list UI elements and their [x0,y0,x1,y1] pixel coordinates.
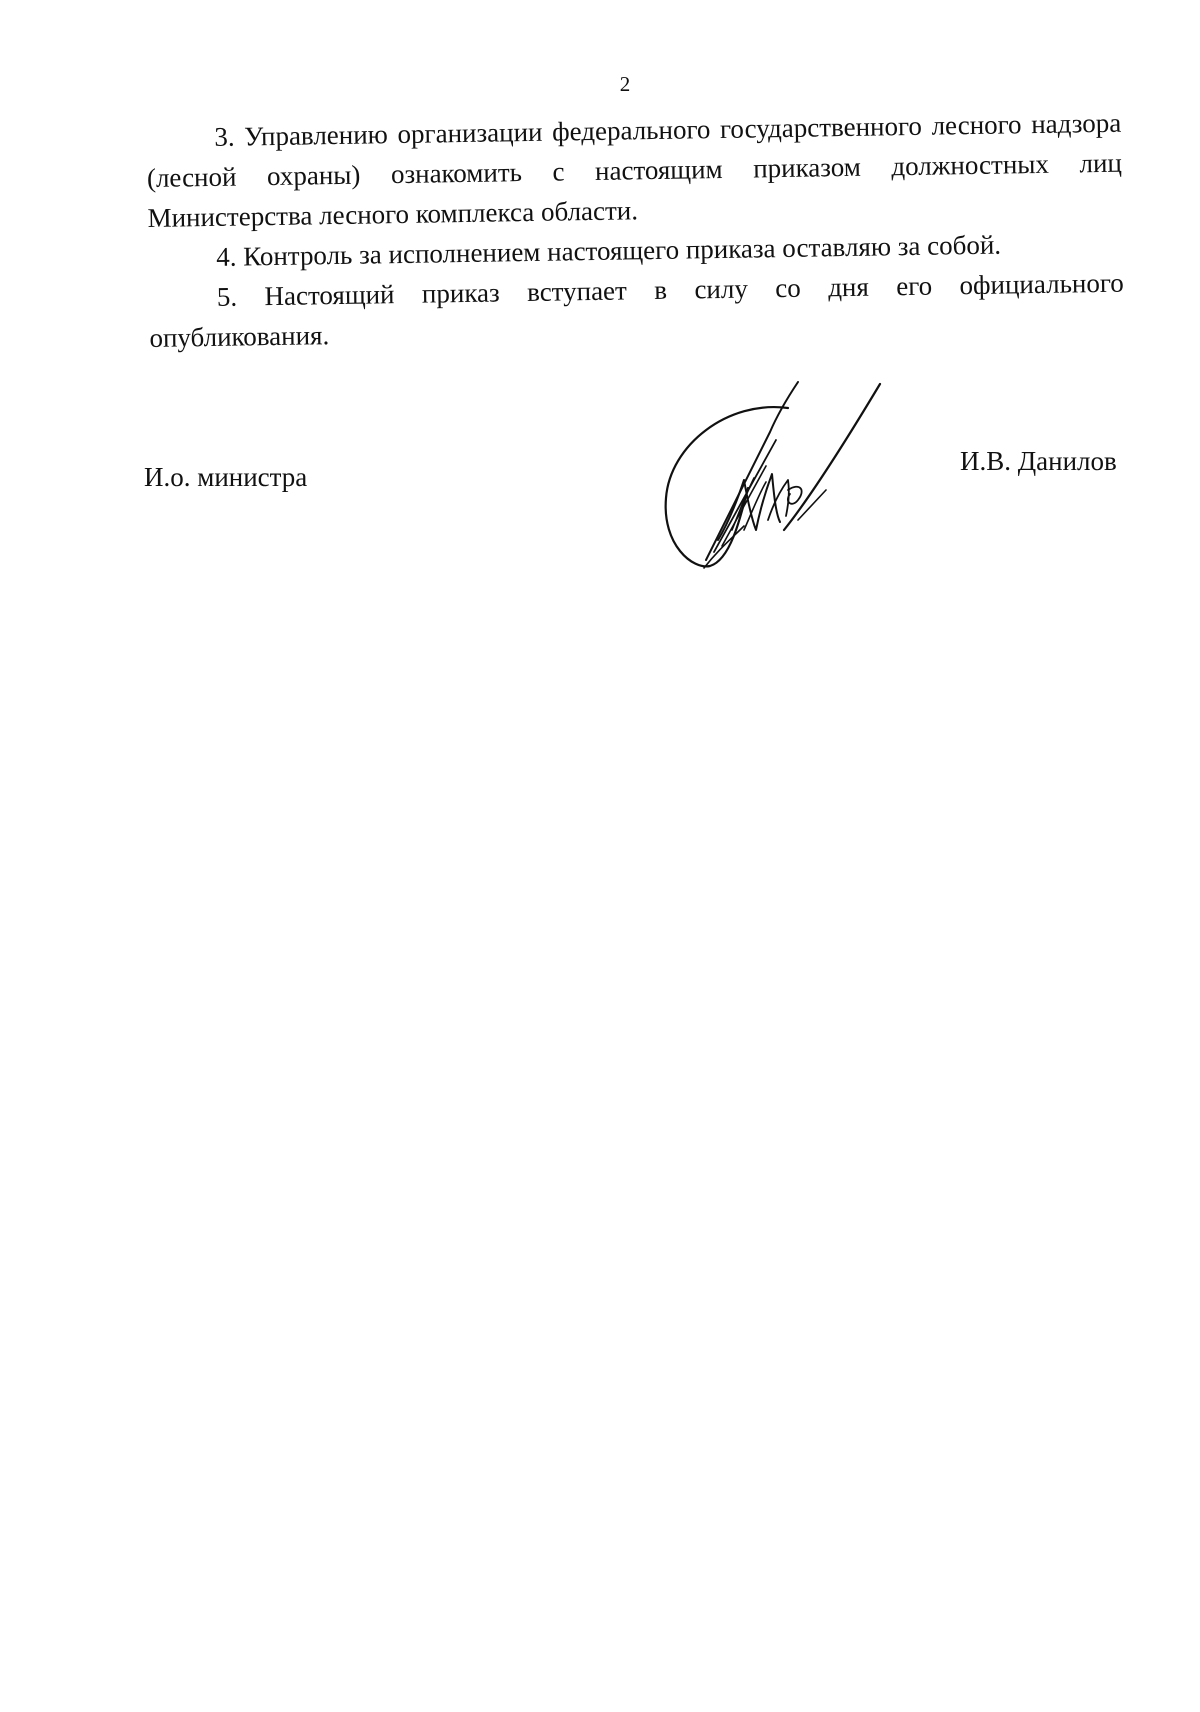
paragraph-4: 4. Контроль за исполнением настоящего приказа оставляю за собой. [215,229,1002,272]
page-number: 2 [619,72,631,96]
signatory-title: И.о. министра [144,462,308,492]
handwritten-signature [648,370,928,580]
paragraph-3: 3. Управлению организации федерального государственного лесного надзора (лесной охраны) ознакомить с настоящим приказом должностных лиц Министерства лесного комплекса области. [146,107,1123,233]
paragraph-5: 5. Настоящий приказ вступает в силу со дня его официального опубликования. [149,267,1124,353]
signatory-name: И.В. Данилов [960,446,1117,476]
